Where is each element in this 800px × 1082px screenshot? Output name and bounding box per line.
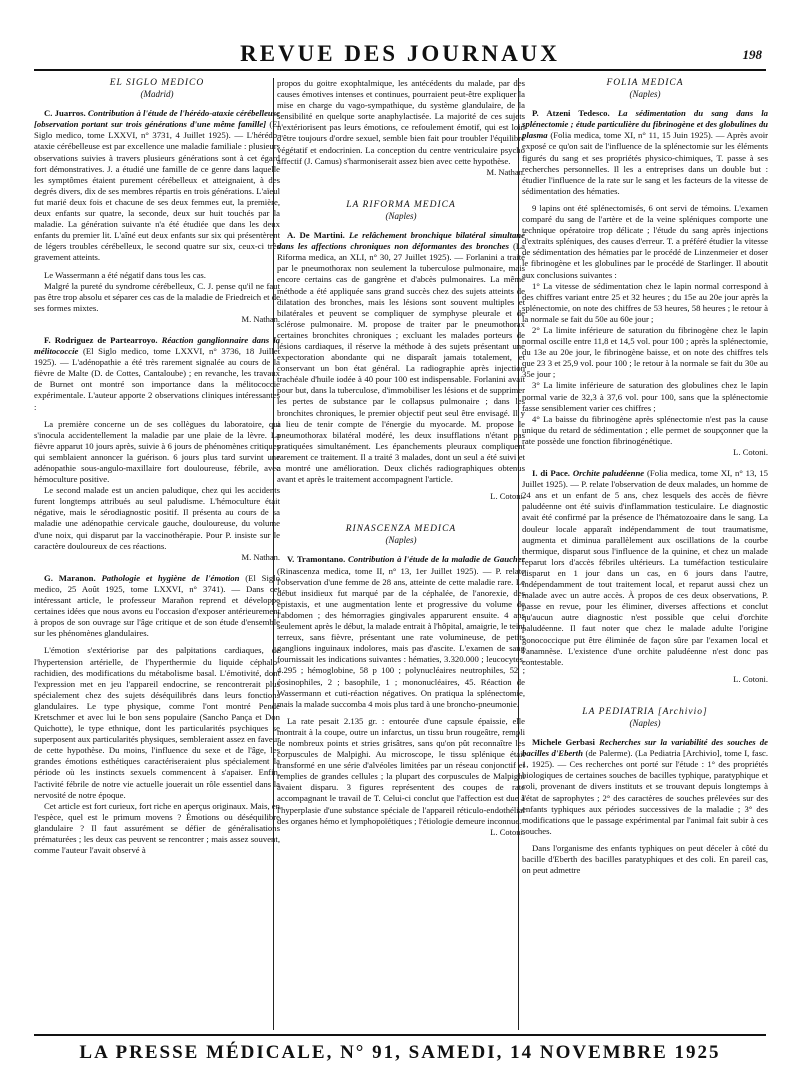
- article-signature: M. Nathan.: [241, 313, 280, 324]
- article-author: P. Atzeni Tedesco.: [532, 108, 610, 119]
- page-footer: [34, 1034, 766, 1064]
- article-paragraph: [522, 737, 768, 837]
- section-heading: LA RIFORMA MEDICA: [346, 199, 456, 210]
- section-place: (Naples): [385, 535, 417, 546]
- article-paragraph: 9 lapins ont été splénectomisés, 6 ont servi de témoins. L'examen comparé du sang de l'artère et de la veine spléniques comporte une technique opératoire trop délicate ; l'étude du sang après injections d'extraits spléniques, des causes d'erreur. T. a préféré étudier la vitesse de sédimentation des hématies par le procédé de Linzenmeier et doser le fibrinogène et les globulines par le procédé de Starlinger. Il aboutit aux conclusions suivantes :: [522, 202, 768, 280]
- section-heading: FOLIA MEDICA: [606, 78, 684, 88]
- article-paragraph: 1° La vitesse de sédimentation chez le lapin normal correspond à des chiffres variant entre 25 et 32 heures ; du 15e au 20e jour après la splénectomie, on note des chiffres de 53 heures, 58 heures ; le retour à la normale se fait du 50e au 60e jour ;: [522, 280, 768, 324]
- page-header: [34, 35, 766, 71]
- article-signature: L. Cotoni.: [733, 447, 768, 457]
- article-author: A. De Martini.: [287, 230, 345, 241]
- article-title: Pathologie et hygiène de l'émotion: [101, 572, 240, 583]
- article-text: (Rinascenza medica, tome II, n° 13, 1er Juillet 1925). — P. relate l'observation d'une femme de 28 ans, atteinte de cette maladie rare. Le début insidieux fut marqué par de la céphalée, de l'anorexie, des épistaxis, et une augmentation lente et progressive du volume de l'abdomen ; des hémorragies gingivales apparurent ensuite. 4 ans seulement après le début, la malade entrait à l'hôpital, amaigrie, le teint terreux, sans fièvre, présentant une rate volumineuse, de petits ganglions inguinaux indolores, mais pas d'ascite. L'examen de sang fournissait les indications suivantes : hématies, 3.320.000 ; leucocytes, 4.295 ; hémoglobine, 58 p 100 ; polynucléaires neutrophiles, 52 ; éosinophiles, 2 ; basophile, 1 ; mononucléaires, 45. Réaction de Wassermann et cuti-réaction négatives. On pratiqua la splénectomie, mais la malade succomba 4 mois plus tard à une broncho-pneumonie.: [277, 565, 525, 709]
- article-title: Recherches sur la variabilité des souches de bacilles d'Eberth: [522, 737, 768, 759]
- article-paragraph: [277, 230, 525, 485]
- article-paragraph: La rate pesait 2.135 gr. : entourée d'une capsule épaissie, elle montrait à la coupe, outre un infarctus, un tissu brun rougeâtre, rempli de nombreux points et stries grisâtres, sans qu'on pût reconnaître les corpuscules de Malpighi. Au microscope, le tissu splénique était transformé en une série d'alvéoles limitées par un réseau conjonctif et remplies de grandes cellules ; la plupart des corpuscules de Malpighi avaient disparu. 3 figures représentent des coupes de rate accompagnant le travail de T. Celui-ci conclut que l'affection est due à l'hyperplasie d'une substance spéciale de l'appareil réticulo-endothélial des organes hémo et lymphopoïétiques ; l'étiologie demeure inconnue.: [277, 715, 525, 826]
- article-text: (Folia medica, tome XI, n° 13, 15 Juillet 1925). — P. relate l'observation de deux malades, un homme de 24 ans et un enfant de 5 ans, chez lesquels des accès de fièvre paludéenne ont été suivis d'inflammation testiculaire. Le diagnostic avait été confirmé par la présence de l'hématozoaire dans le sang. La douleur locale apparaît indépendamment de tout traumatisme, augmenta et diminua parallèlement aux oscillations de la courbe thermique, disparut sous l'influence de la quinine, et chez un malade reparut lors d'accès fébriles ultérieurs. La tuméfaction testiculaire disparut en 1 jour dans un cas, en 6 jours dans l'autre, indépendamment de tout traitement local, et reparut aussi chez un malade avec un autre accès. À propos de ces deux observations, P. passe en revue, pour les éliminer, diverses affections et conclut qu'aucun autre diagnostic n'est possible que celui d'orchite paludéenne. Il faut noter que chez le malade adulte l'origine gonococcique put être éliminée de façon sûre par l'examen local et l'anamnèse. L'existence d'une orchite paludéenne n'est donc pas contestable.: [522, 468, 768, 667]
- article-text: (Folia medica, tome XI, n° 11, 15 Juin 1925). — Après avoir exposé ce qu'on sait de l'influence de la splénectomie sur les éléments figurés du sang et ses propriétés physico-chimiques, T. passe à ses recherches personnelles. Il les a entreprises dans un double but : étudier l'influence de la rate sur le sang et les facteurs de la vitesse de sédimentation des hématies.: [522, 130, 768, 196]
- article-author: Michele Gerbasi: [532, 737, 595, 748]
- article-paragraph: [522, 468, 768, 668]
- article-paragraph: La première concerne un de ses collègues du laboratoire, qui s'inocula accidentellement la maladie par une plaie de la lèvre. La fièvre apparut 10 jours après, suivie à 6 jours de phénomènes critiques qui semblaient annoncer la guérison. 6 jours plus tard survint une adénopathie sous-angulo-maxillaire fort douloureuse, fébrile, avec hémoculture positive.: [34, 418, 280, 485]
- section-heading: RINASCENZA MEDICA: [345, 524, 457, 535]
- article-author: I. di Pace.: [532, 468, 570, 479]
- article-text: (El Siglo medico, tome LXXVI, n° 3736, 18 Juillet 1925). — L'adénopathie a été très rarement signalée au cours de la fièvre de Malte (D. de Cottes, Cantaloube) ; en revanche, les travaux de Burnet ont montré son importance dans la mélitococcie expérimentale. L'auteur apporte 2 observations cliniques intéressantes :: [34, 346, 280, 412]
- article-title: Le relâchement bronchique bilatéral simultané dans les affections chroniques non déformantes des bronches: [277, 230, 525, 252]
- article-paragraph: [34, 573, 280, 640]
- article-author: C. Juarros.: [44, 108, 86, 119]
- article-paragraph: Le Wassermann a été négatif dans tous les cas.: [44, 269, 206, 280]
- article-title: Contribution à l'étude de l'hérédo-ataxie cérébelleuse [observation portant sur trois générations d'une même famille]: [34, 108, 280, 130]
- column-right: [522, 78, 768, 1030]
- section-heading: EL SIGLO MEDICO: [109, 78, 205, 88]
- article-author: G. Maranon.: [44, 572, 96, 583]
- article-title: La sédimentation du sang dans la splénectomie ; étude particulière du fibrinogène et des globulines du plasma: [522, 108, 768, 141]
- article-signature: L. Cotoni.: [490, 826, 525, 837]
- article-author: V. Tramontano.: [287, 554, 346, 565]
- article-paragraph: Malgré la pureté du syndrome cérébelleux, C. J. pense qu'il ne faut pas être trop absolu et séparer ces cas de la maladie de Friedreich et de ses formes mixtes.: [34, 280, 280, 313]
- section-place: (Madrid): [140, 89, 174, 100]
- article-paragraph: Cet article est fort curieux, fort riche en aperçus originaux. Mais, en l'espèce, quel est le primum movens ? Émotions ou déséquilibre glandulaire ? Il faut assurément se défier de généralisations prématurées ; les deux cas peuvent se rencontrer ; mais assez souvent, comme l'auteur l'avait observé à: [34, 800, 280, 856]
- column-left: [34, 78, 280, 1030]
- section-place: (Naples): [629, 717, 661, 728]
- footer-journal-line: LA PRESSE MÉDICALE, N° 91, SAMEDI, 14 NOVEMBRE 1925: [79, 1042, 721, 1063]
- article-paragraph: [522, 108, 768, 197]
- article-paragraph: [34, 108, 280, 263]
- article-paragraph: 2° La limite inférieure de saturation du fibrinogène chez le lapin normal oscille entre 11,8 et 14,5 vol. pour 100 ; après la splénectomie, du 13e au 20e jour, le fibrinogène baisse, et on note des chiffres tels que 23 3 et 25,9 vol. pour 100 ; le retour à la normale se fait du 30e au 35e jour ;: [522, 324, 768, 380]
- article-signature: L. Cotoni.: [733, 673, 768, 684]
- article-signature: M. Nathan.: [486, 166, 525, 177]
- article-text: (de Palerme). (La Pediatria [Archivio], tome I, fasc. 1, 1925). — Ces recherches ont porté sur l'étude : 1° des propriétés biologiques de certaines souches de bacilles typhique, paratyphique et coli, provenant de divers instituts et se trouvant depuis longtemps à l'état de saprophytes ; 2° des caractères de souches prélevées sur des enfants typhiques aux périodes successives de la maladie ; 3° des modifications que le passage expérimental par l'animal fait subir à ces souches.: [522, 748, 768, 836]
- column-middle: [277, 78, 525, 1030]
- article-title: Contribution à l'étude de la maladie de Gaucher: [348, 554, 525, 565]
- article-paragraph: 4° La baisse du fibrinogène après splénectomie n'est pas la cause unique du retard de sédimentation ; elle permet de soupçonner que la rate possède une fonction fibrinogénétique.: [522, 413, 768, 446]
- article-text: (El Siglo medico, 25 Août 1925, tome LXXVI, n° 3741). — Dans cet intéressant article, le professeur Marañon reprend et développe certaines idées que nous avons eu l'occasion d'exposer antérieurement à propos de son ouvrage sur l'âge critique et de son étude d'ensemble sur les phénomènes glandulaires.: [34, 572, 280, 639]
- article-paragraph: L'émotion s'extériorise par des palpitations cardiaques, de l'hypertension artérielle, de l'hyperthermie du liquide céphalo-rachidien, des modifications du métabolisme basal. L'émotivité, dont l'expression met en jeu l'appareil endocrine, se rencontrerait plus spécialement chez des sujets déséquilibrés dans leurs fonctions glandulaires. Le type physique, comme l'ont montré Pende Kretschmer et avec lui le bon sens populaire (Sancho Pança et Don Quichotte), le type ethnique, dont les particularités psychiques se superposent aux particularités physiques, sembleraient assez en faveur de cette hypothèse. Du moins, l'influence du sexe et de l'âge, les grandes émotions esthétiques caractériseraient plus spécialement la période où les instincts sexuels commencent à s'apaiser. Enfin, l'activité fébrile de notre vie actuelle jouerait un rôle essentiel dans la nervosité de notre époque.: [34, 645, 280, 800]
- section-place: (Naples): [385, 210, 417, 221]
- article-signature: L. Cotoni.: [490, 491, 525, 502]
- article-paragraph: 3° La limite inférieure de saturation des globulines chez le lapin normal varie de 32,3 à 37,6 vol. pour 100, sans que la splénectomie fasse sensiblement varier ces chiffres ;: [522, 380, 768, 413]
- article-paragraph: Dans l'organisme des enfants typhiques on peut déceler à côté du bacille d'Eberth des bacilles paratyphiques et des coli. En pareil cas, on peut admettre: [522, 842, 768, 876]
- page-number: 198: [742, 47, 762, 62]
- running-title: REVUE DES JOURNAUX: [240, 41, 560, 66]
- article-paragraph: [34, 335, 280, 413]
- article-paragraph: Le second malade est un ancien paludique, chez qui les accidents furent longtemps attribués au seul paludisme. L'hémoculture était négative, mais le sérodiagnostic positif. Il présenta au cours de sa maladie une adénopathie cervicale gauche, douloureuse, du volume d'une noix, qui disparut par la vaccinothérapie. Pour P. insiste sur le caractère douloureux de ces réactions.: [34, 485, 280, 551]
- article-paragraph: propos du goitre exophtalmique, les antécédents du malade, par des causes émotives intenses et continues, pourraient peut-être expliquer la mise en charge du vago-sympathique, du système glandulaire, de la sensibilité en quelque sorte anaphylactisée. La majorité de ces sujets n'extériorisent pas leurs émotions, ce refoulement émotif, qui est loin d'être toujours d'ordre sexuel, semble bien fait pour troubler l'équilibre végétatif et endocrinien. La conception du centre ventriculaire psycho affectif (J. Camus) s'harmoniserait assez bien avec cette hypothèse.: [277, 78, 525, 166]
- section-place: (Naples): [629, 89, 661, 100]
- article-signature: M. Nathan.: [241, 551, 280, 562]
- article-author: F. Rodriguez de Partearroyo.: [44, 334, 158, 345]
- article-title: Réaction ganglionnaire dans la mélitococcie: [34, 334, 280, 357]
- article-paragraph: [277, 554, 525, 709]
- article-title: Orchite paludéenne: [572, 468, 645, 479]
- article-text: (El Siglo medico, tome LXXVI, n° 3731, 4 Juillet 1925). — L'hérédo-ataxie cérébelleuse est par excellence une maladie familiale : plusieurs observations suivies à travers plusieurs générations sont à cet égard fort démonstratives. J. a étudié une famille de ce genre dans laquelle les symptômes étaient purement cérébelleux et atteignaient, à des degrés divers, dix de ses membres répartis en trois générations. L'aïeul fut marié deux fois et chacune de ses deux femmes eut, la première, deux enfants sur quatre, la seconde, deux sur huit touchés par la maladie. La génération suivante n'a été étudiée que dans les deux enfants du premier lit. L'aîné eut deux enfants sur six qui présentèrent de légers troubles cérébelleux, le second quatre sur six, ceux-ci très gravement atteints.: [34, 119, 280, 263]
- section-heading: LA PEDIATRIA [Archivio]: [582, 706, 708, 717]
- article-text: (La Riforma medica, an XLI, n° 30, 27 Juillet 1925). — Forlanini a traité par le pneumothorax non seulement la tuberculose pulmonaire, mais encore certains cas de gangrène et d'abcès pulmonaires. La même méthode a été appliquée sans grand succès chez des sujets atteints de dilatation des bronches, mais les lésions sont souvent multiples et bilatérales et peuvent se compliquer de symphyse pleurale et de sclérose pulmonaire. M. propose de traiter par le pneumothorax certaines bronchites chroniques ; excluant les malades porteurs de lésions cardiaques, il réserve la méthode à des sujets présentant une expectoration abondante qui ne disparaît jamais totalement, et conservant un bon état général. La radiographie après injection trachéale d'huile iodée à 40 pour 100 est indispensable. Forlanini avait pour but, dans la tuberculose, d'immobiliser les lésions et de supprimer les pertes de substance par le collapsus pulmonaire ; dans les bronchites chroniques, le premier objectif peut seul être envisagé. Il y a lieu de tenir compte de l'énergie du myocarde. M. propose le pneumothorax bilatéral modéré, les deux insufflations n'étant pas pratiquées simultanément. Les épanchements pleuraux compliquent rarement ce traitement. Il a traité 3 malades, dont un seul a été suivi et a montré une amélioration. Deux clichés radiographiques obtenus avant et après le traitement accompagnent l'article.: [277, 241, 525, 485]
